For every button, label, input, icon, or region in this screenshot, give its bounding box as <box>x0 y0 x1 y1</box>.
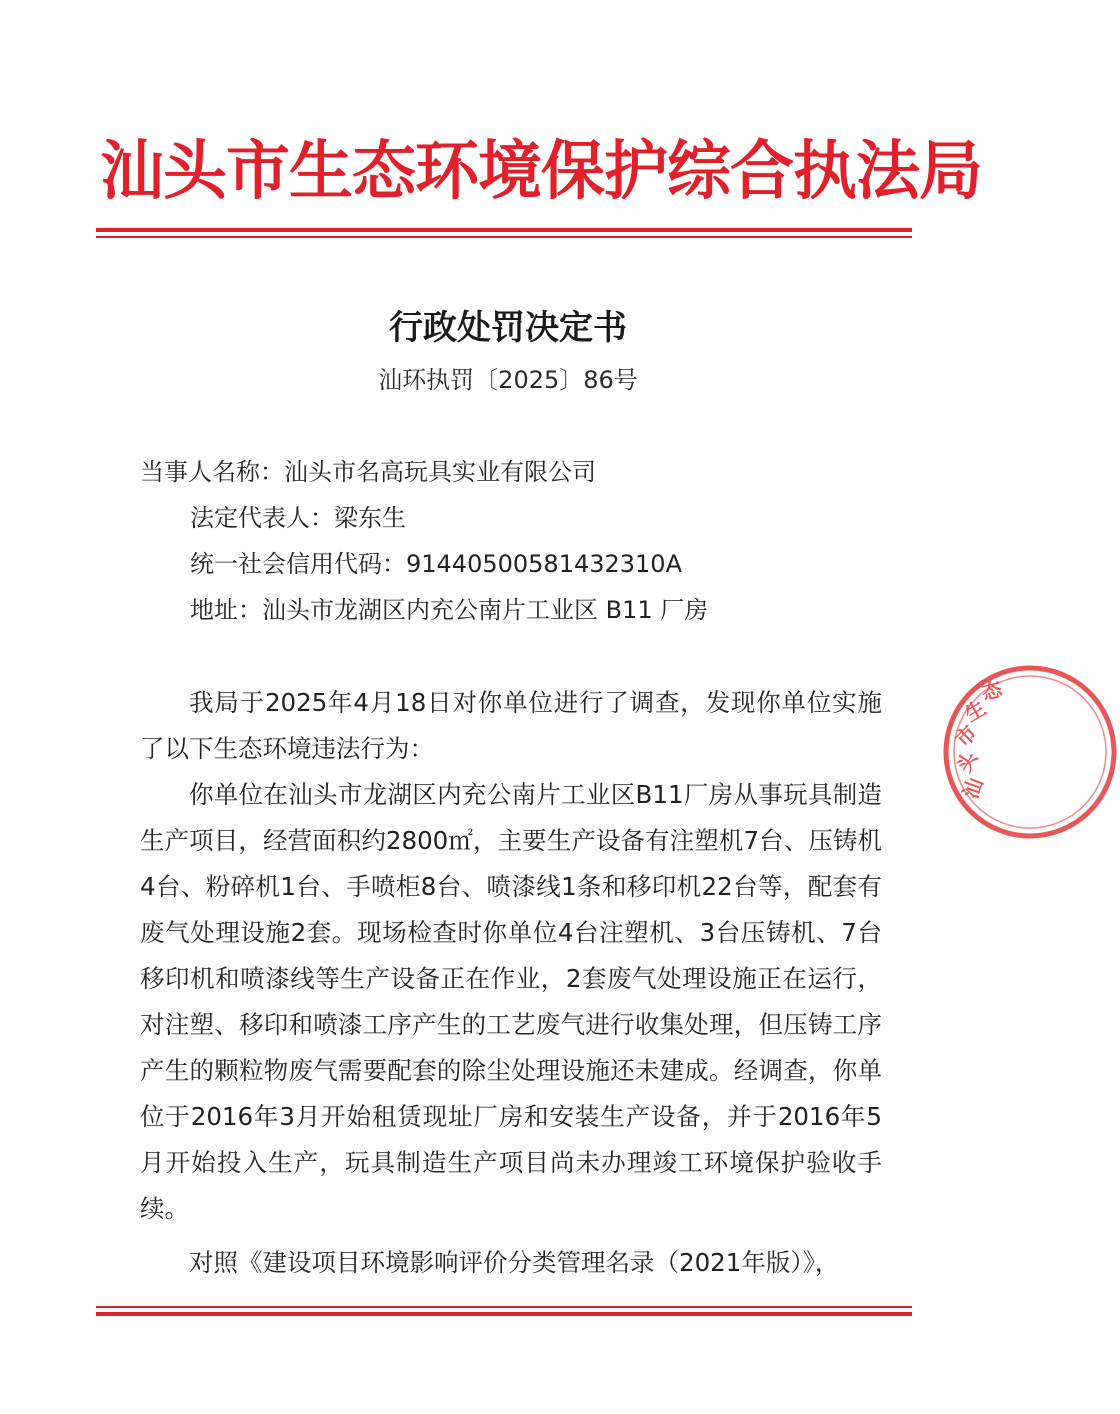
official-seal-icon <box>940 662 1120 842</box>
party-credit-code-line: 统一社会信用代码：91440500581432310A <box>190 550 682 578</box>
document-title: 行政处罚决定书 <box>389 308 627 348</box>
body-paragraph-1: 我局于2025年4月18日对你单位进行了调查，发现你单位实施了以下生态环境违法行为： <box>140 688 882 763</box>
header-red-rule-thick <box>96 228 912 232</box>
footer-red-rule-thin <box>96 1306 912 1308</box>
party-name-line: 当事人名称：汕头市名高玩具实业有限公司 <box>140 458 596 486</box>
svg-text:头: 头 <box>951 747 983 777</box>
party-representative-line: 法定代表人：梁东生 <box>190 504 406 532</box>
body-paragraph-2: 你单位在汕头市龙湖区内充公南片工业区B11厂房从事玩具制造生产项目，经营面积约2800㎡，主要生产设备有注塑机7台、压铸机4台、粉碎机1台、手喷柜8台、喷漆线1条和移印机22台等，配套有废气处理设施2套。现场检查时你单位4台注塑机、3台压铸机、7台移印机和喷漆线等生产设备正在作业，2套废气处理设施正在运行，对注塑、移印和喷漆工序产生的工艺废气进行收集处理，但压铸工序产生的颗粒物废气需要配套的除尘处理设施还未建成。经调查，你单位于2016年3月开始租赁现址厂房和安装生产设备，并于2016年5月开始投入生产，玩具制造生产项目尚未办理竣工环境保护验收手续。 <box>140 780 882 1223</box>
agency-header-title: 汕头市生态环境保护综合执法局 <box>100 134 982 209</box>
footer-red-rule-thick <box>96 1312 912 1316</box>
header-red-rule-thin <box>96 236 912 238</box>
svg-text:态: 态 <box>979 676 1005 705</box>
svg-text:汕: 汕 <box>958 774 988 802</box>
party-address-line: 地址：汕头市龙湖区内充公南片工业区 B11 厂房 <box>190 596 709 624</box>
svg-text:生: 生 <box>960 695 990 727</box>
svg-text:市: 市 <box>950 720 982 752</box>
body-paragraph-3: 对照《建设项目环境影响评价分类管理名录（2021年版）》， <box>189 1248 840 1277</box>
document-number: 汕环执罚〔2025〕86号 <box>378 366 638 394</box>
